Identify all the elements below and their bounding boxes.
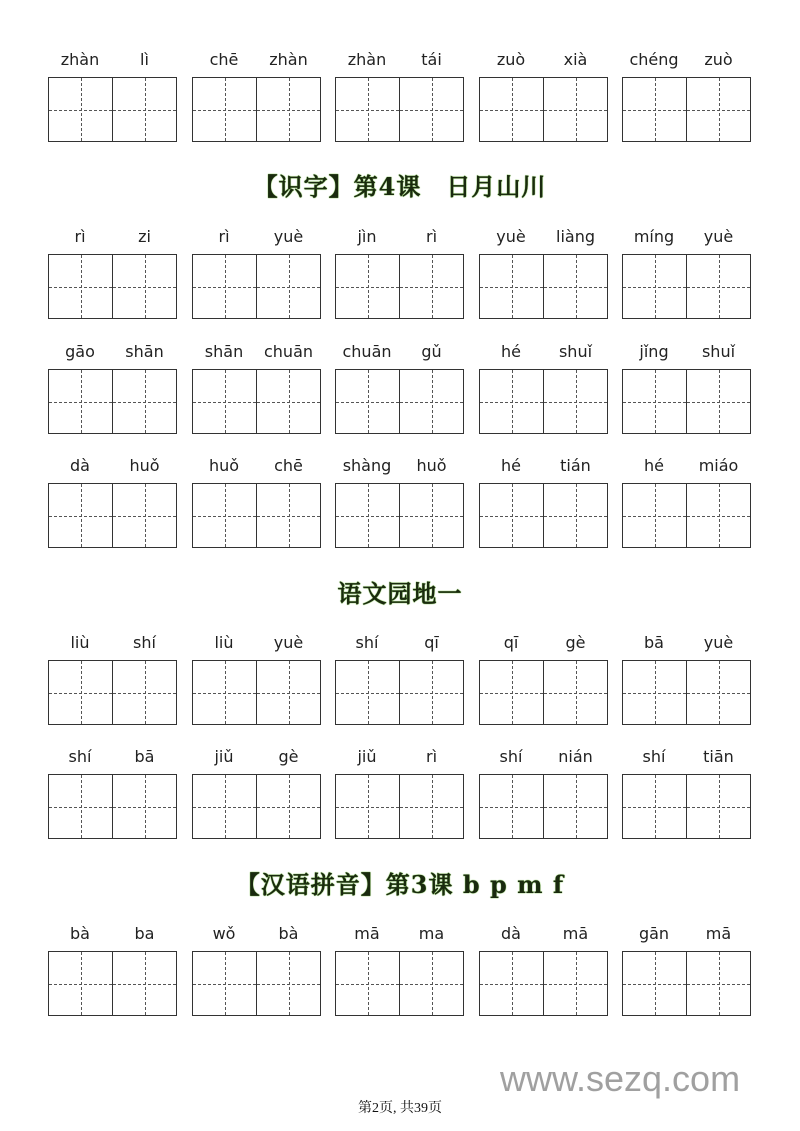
tianzige-cell[interactable] — [256, 78, 320, 141]
tianzige-word-box — [479, 951, 608, 1016]
tianzige-cell[interactable] — [256, 775, 320, 838]
tianzige-cell[interactable] — [336, 255, 399, 318]
pinyin-label: chuān — [263, 342, 314, 361]
pinyin-label: jìn — [357, 227, 377, 246]
pinyin-label: jiǔ — [214, 747, 234, 766]
tianzige-cell[interactable] — [49, 661, 112, 724]
pinyin-label: bà — [278, 924, 299, 943]
writing-row — [0, 747, 800, 855]
tianzige-word-box — [192, 660, 321, 725]
tianzige-cell[interactable] — [399, 255, 463, 318]
pinyin-label: bā — [644, 633, 664, 652]
tianzige-cell[interactable] — [686, 484, 750, 547]
tianzige-cell[interactable] — [623, 370, 686, 433]
pinyin-label: tái — [421, 50, 442, 69]
pinyin-label: hé — [644, 456, 664, 475]
tianzige-cell[interactable] — [543, 370, 607, 433]
pinyin-label: shí — [499, 747, 523, 766]
pinyin-label: gān — [638, 924, 670, 943]
tianzige-cell[interactable] — [480, 775, 543, 838]
tianzige-word-box — [335, 660, 464, 725]
pinyin-label: yuè — [273, 227, 304, 246]
pinyin-label: zhàn — [60, 50, 100, 69]
tianzige-word-box — [622, 369, 751, 434]
pinyin-label: huǒ — [129, 456, 160, 475]
pinyin-label: tiān — [703, 747, 734, 766]
pinyin-label: gè — [278, 747, 299, 766]
tianzige-word-box — [192, 77, 321, 142]
tianzige-word-box — [622, 951, 751, 1016]
tianzige-cell[interactable] — [256, 370, 320, 433]
tianzige-cell[interactable] — [623, 775, 686, 838]
pinyin-label: yuè — [273, 633, 304, 652]
pinyin-label: qī — [503, 633, 519, 652]
watermark: www.sezq.com — [500, 1058, 741, 1099]
pinyin-label: liù — [214, 633, 234, 652]
tianzige-word-box — [335, 951, 464, 1016]
tianzige-cell[interactable] — [193, 484, 256, 547]
tianzige-cell[interactable] — [399, 78, 463, 141]
pinyin-label: shí — [133, 633, 156, 652]
tianzige-word-box — [48, 77, 177, 142]
tianzige-word-box — [622, 254, 751, 319]
pinyin-label: qī — [424, 633, 439, 652]
tianzige-cell[interactable] — [480, 661, 543, 724]
pinyin-label: zuò — [496, 50, 526, 69]
pinyin-label: chē — [209, 50, 239, 69]
tianzige-word-box — [192, 951, 321, 1016]
writing-row — [0, 227, 800, 335]
tianzige-word-box — [335, 774, 464, 839]
tianzige-cell[interactable] — [193, 255, 256, 318]
tianzige-cell[interactable] — [49, 952, 112, 1015]
writing-row — [0, 456, 800, 564]
pinyin-label: mā — [562, 924, 589, 943]
pinyin-label: rì — [425, 747, 438, 766]
tianzige-cell[interactable] — [112, 255, 176, 318]
pinyin-label: lì — [140, 50, 149, 69]
pinyin-label: tián — [560, 456, 591, 475]
tianzige-word-box — [192, 369, 321, 434]
tianzige-cell[interactable] — [686, 775, 750, 838]
tianzige-cell[interactable] — [256, 661, 320, 724]
tianzige-cell[interactable] — [623, 78, 686, 141]
tianzige-cell[interactable] — [49, 484, 112, 547]
tianzige-word-box — [479, 254, 608, 319]
tianzige-cell[interactable] — [543, 78, 607, 141]
tianzige-cell[interactable] — [336, 661, 399, 724]
tianzige-word-box — [192, 774, 321, 839]
pinyin-label: mā — [354, 924, 380, 943]
tianzige-cell[interactable] — [336, 952, 399, 1015]
tianzige-word-box — [622, 77, 751, 142]
pinyin-label: yuè — [703, 633, 734, 652]
tianzige-word-box — [622, 774, 751, 839]
tianzige-word-box — [479, 369, 608, 434]
tianzige-word-box — [192, 254, 321, 319]
tianzige-cell[interactable] — [399, 661, 463, 724]
tianzige-cell[interactable] — [686, 370, 750, 433]
tianzige-cell[interactable] — [686, 952, 750, 1015]
tianzige-word-box — [48, 951, 177, 1016]
tianzige-cell[interactable] — [480, 255, 543, 318]
tianzige-cell[interactable] — [49, 255, 112, 318]
section-heading-lesson-4: 【识字】第4课 日月山川 — [253, 172, 547, 201]
tianzige-cell[interactable] — [49, 775, 112, 838]
pinyin-label: zi — [138, 227, 151, 246]
tianzige-cell[interactable] — [112, 661, 176, 724]
tianzige-cell[interactable] — [336, 370, 399, 433]
pinyin-label: chuān — [342, 342, 392, 361]
tianzige-cell[interactable] — [193, 661, 256, 724]
writing-row — [0, 633, 800, 741]
page-footer: 第2页, 共39页 — [358, 1101, 442, 1116]
pinyin-label: huǒ — [416, 456, 447, 475]
tianzige-cell[interactable] — [112, 952, 176, 1015]
pinyin-label: zhàn — [347, 50, 387, 69]
tianzige-cell[interactable] — [480, 78, 543, 141]
tianzige-cell[interactable] — [336, 484, 399, 547]
tianzige-cell[interactable] — [49, 78, 112, 141]
tianzige-cell[interactable] — [399, 484, 463, 547]
pinyin-label: jiǔ — [357, 747, 377, 766]
tianzige-cell[interactable] — [112, 370, 176, 433]
pinyin-label: shàng — [342, 456, 392, 475]
pinyin-label: shān — [204, 342, 244, 361]
pinyin-label: hé — [501, 456, 521, 475]
tianzige-cell[interactable] — [112, 775, 176, 838]
pinyin-label: shuǐ — [558, 342, 593, 361]
tianzige-cell[interactable] — [399, 952, 463, 1015]
tianzige-word-box — [479, 774, 608, 839]
pinyin-label: míng — [633, 227, 675, 246]
tianzige-cell[interactable] — [623, 484, 686, 547]
pinyin-label: rì — [425, 227, 438, 246]
pinyin-label: gè — [565, 633, 586, 652]
pinyin-label: shān — [125, 342, 164, 361]
tianzige-cell[interactable] — [543, 255, 607, 318]
pinyin-label: bà — [70, 924, 90, 943]
pinyin-label: zuò — [704, 50, 733, 69]
section-heading-yuwen-yuandi: 语文园地一 — [337, 579, 463, 608]
tianzige-cell[interactable] — [686, 78, 750, 141]
pinyin-label: mā — [705, 924, 732, 943]
tianzige-word-box — [335, 254, 464, 319]
tianzige-word-box — [335, 369, 464, 434]
pinyin-label: wǒ — [212, 924, 236, 943]
tianzige-word-box — [479, 483, 608, 548]
tianzige-word-box — [48, 483, 177, 548]
tianzige-cell[interactable] — [543, 661, 607, 724]
tianzige-cell[interactable] — [623, 952, 686, 1015]
tianzige-cell[interactable] — [623, 255, 686, 318]
pinyin-label: yuè — [496, 227, 526, 246]
tianzige-cell[interactable] — [49, 370, 112, 433]
tianzige-cell[interactable] — [193, 952, 256, 1015]
tianzige-cell[interactable] — [112, 484, 176, 547]
pinyin-label: huǒ — [208, 456, 240, 475]
tianzige-cell[interactable] — [686, 661, 750, 724]
tianzige-cell[interactable] — [193, 78, 256, 141]
tianzige-cell[interactable] — [336, 78, 399, 141]
pinyin-label: ma — [418, 924, 445, 943]
tianzige-cell[interactable] — [543, 952, 607, 1015]
tianzige-word-box — [48, 254, 177, 319]
pinyin-label: shí — [355, 633, 379, 652]
tianzige-cell[interactable] — [399, 775, 463, 838]
tianzige-word-box — [335, 77, 464, 142]
tianzige-cell[interactable] — [256, 952, 320, 1015]
tianzige-cell[interactable] — [336, 775, 399, 838]
tianzige-word-box — [48, 369, 177, 434]
tianzige-cell[interactable] — [399, 370, 463, 433]
writing-row — [0, 924, 800, 1032]
tianzige-cell[interactable] — [193, 370, 256, 433]
pinyin-label: miáo — [698, 456, 739, 475]
tianzige-word-box — [622, 660, 751, 725]
pinyin-label: shí — [68, 747, 92, 766]
writing-row — [0, 50, 800, 158]
tianzige-word-box — [479, 77, 608, 142]
pinyin-label: gǔ — [421, 342, 442, 361]
pinyin-label: hé — [501, 342, 521, 361]
tianzige-cell[interactable] — [256, 484, 320, 547]
tianzige-word-box — [48, 660, 177, 725]
pinyin-label: gāo — [65, 342, 95, 361]
pinyin-label: chē — [274, 456, 303, 475]
tianzige-cell[interactable] — [543, 775, 607, 838]
pinyin-label: liàng — [556, 227, 595, 246]
pinyin-label: shuǐ — [701, 342, 736, 361]
tianzige-word-box — [48, 774, 177, 839]
tianzige-word-box — [479, 660, 608, 725]
pinyin-label: chéng — [629, 50, 679, 69]
pinyin-label: shí — [642, 747, 666, 766]
tianzige-cell[interactable] — [112, 78, 176, 141]
tianzige-word-box — [192, 483, 321, 548]
pinyin-label: dà — [70, 456, 90, 475]
pinyin-label: rì — [218, 227, 230, 246]
pinyin-label: xià — [563, 50, 588, 69]
tianzige-word-box — [622, 483, 751, 548]
section-heading-pinyin-lesson-3: 【汉语拼音】第3课 b p m f — [235, 870, 565, 899]
tianzige-cell[interactable] — [686, 255, 750, 318]
tianzige-word-box — [335, 483, 464, 548]
writing-row — [0, 342, 800, 450]
pinyin-label: dà — [501, 924, 521, 943]
tianzige-cell[interactable] — [543, 484, 607, 547]
tianzige-cell[interactable] — [480, 370, 543, 433]
tianzige-cell[interactable] — [623, 661, 686, 724]
pinyin-label: rì — [74, 227, 86, 246]
tianzige-cell[interactable] — [480, 952, 543, 1015]
pinyin-label: yuè — [703, 227, 734, 246]
tianzige-cell[interactable] — [193, 775, 256, 838]
pinyin-label: zhàn — [269, 50, 308, 69]
tianzige-cell[interactable] — [480, 484, 543, 547]
pinyin-label: jǐng — [639, 342, 669, 361]
pinyin-label: nián — [558, 747, 593, 766]
tianzige-cell[interactable] — [256, 255, 320, 318]
pinyin-label: bā — [134, 747, 155, 766]
pinyin-label: liù — [70, 633, 90, 652]
pinyin-label: ba — [134, 924, 155, 943]
